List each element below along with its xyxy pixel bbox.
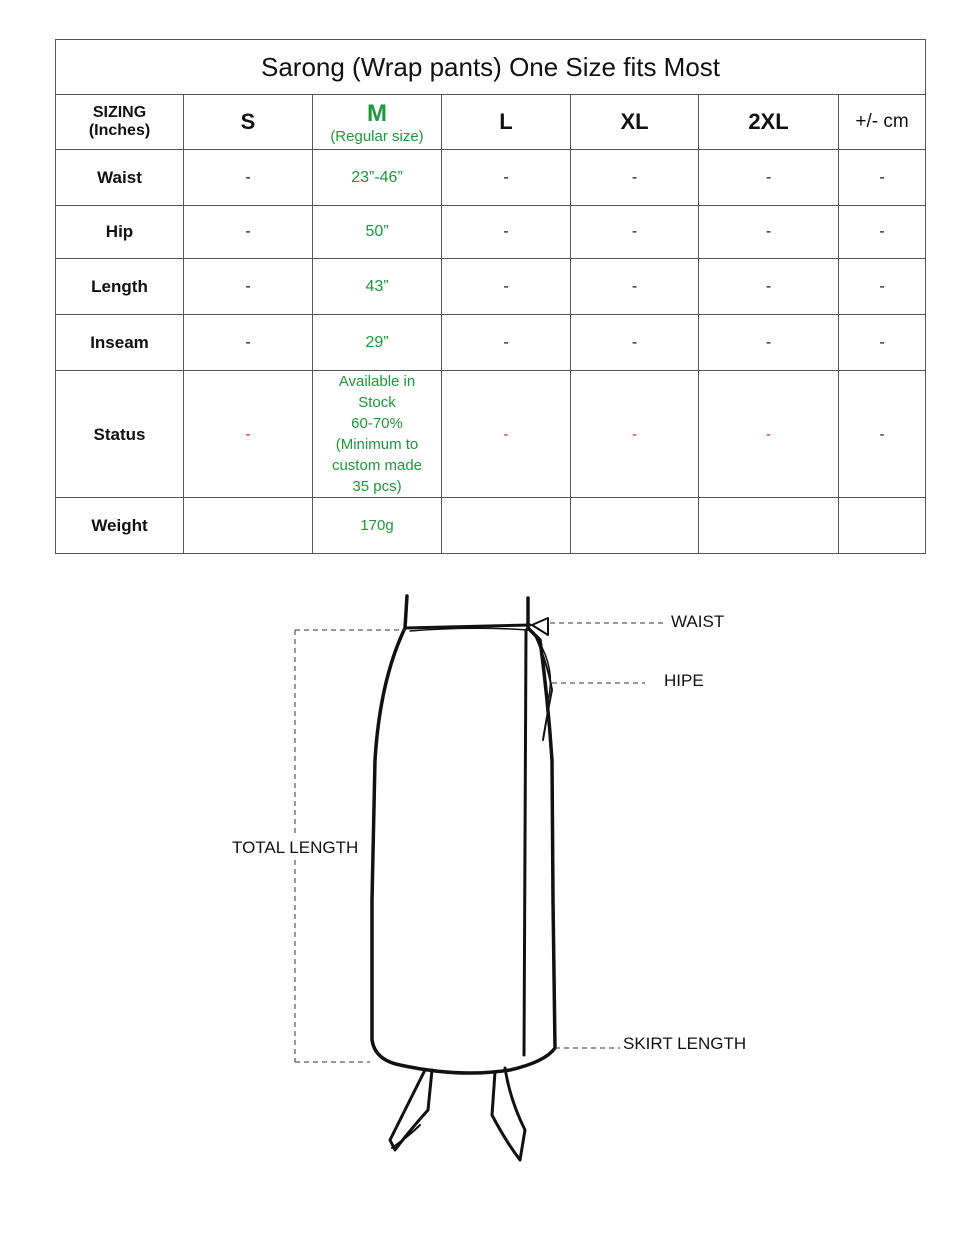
row-label: Length [56, 259, 184, 315]
size-m-sub: (Regular size) [330, 127, 424, 145]
cell: - [839, 259, 926, 315]
cell: - [184, 315, 313, 371]
row-label: Inseam [56, 315, 184, 371]
cell: 170g [313, 498, 442, 554]
cell: - [699, 315, 839, 371]
waist-label: WAIST [671, 612, 725, 631]
size-l-header: L [442, 95, 571, 150]
cell: - [699, 371, 839, 498]
row-label: Hip [56, 206, 184, 259]
cell: - [839, 150, 926, 206]
cell: - [442, 315, 571, 371]
cell: - [571, 371, 699, 498]
cell: 43” [313, 259, 442, 315]
cell: - [442, 371, 571, 498]
status-line: Stock [358, 394, 396, 411]
total-length-label: TOTAL LENGTH [232, 838, 359, 857]
cell: - [699, 206, 839, 259]
units-label: (Inches) [88, 122, 151, 139]
row-label: Weight [56, 498, 184, 554]
status-line: (Minimum to [335, 436, 419, 453]
skirt-length-label: SKIRT LENGTH [623, 1034, 747, 1053]
cell: - [839, 371, 926, 498]
cell: - [571, 150, 699, 206]
status-line: 35 pcs) [352, 478, 402, 495]
size-2xl-header: 2XL [699, 95, 839, 150]
cell: - [699, 150, 839, 206]
cell: - [442, 259, 571, 315]
cell: - [571, 315, 699, 371]
sarong-drawing [372, 596, 555, 1160]
status-line: custom made [331, 457, 423, 474]
table-title: Sarong (Wrap pants) One Size fits Most [56, 40, 926, 95]
cell: - [184, 371, 313, 498]
hip-label: HIPE [664, 671, 704, 690]
cell: - [442, 150, 571, 206]
tolerance-header: +/- cm [839, 95, 926, 150]
size-xl-header: XL [571, 95, 699, 150]
cell: - [839, 206, 926, 259]
cell: - [699, 259, 839, 315]
cell: - [571, 259, 699, 315]
cell: 50” [313, 206, 442, 259]
cell: - [442, 206, 571, 259]
size-m-label: M [367, 99, 387, 127]
cell: - [184, 150, 313, 206]
cell: - [839, 315, 926, 371]
cell: - [184, 259, 313, 315]
row-label: Status [56, 371, 184, 498]
status-line: Available in [338, 373, 416, 390]
status-line: 60-70% [351, 415, 403, 432]
cell: 23”-46” [313, 150, 442, 206]
sizing-label: SIZING [92, 104, 147, 121]
cell: - [571, 206, 699, 259]
cell: 29” [313, 315, 442, 371]
size-s-header: S [184, 95, 313, 150]
row-label: Waist [56, 150, 184, 206]
cell: - [184, 206, 313, 259]
